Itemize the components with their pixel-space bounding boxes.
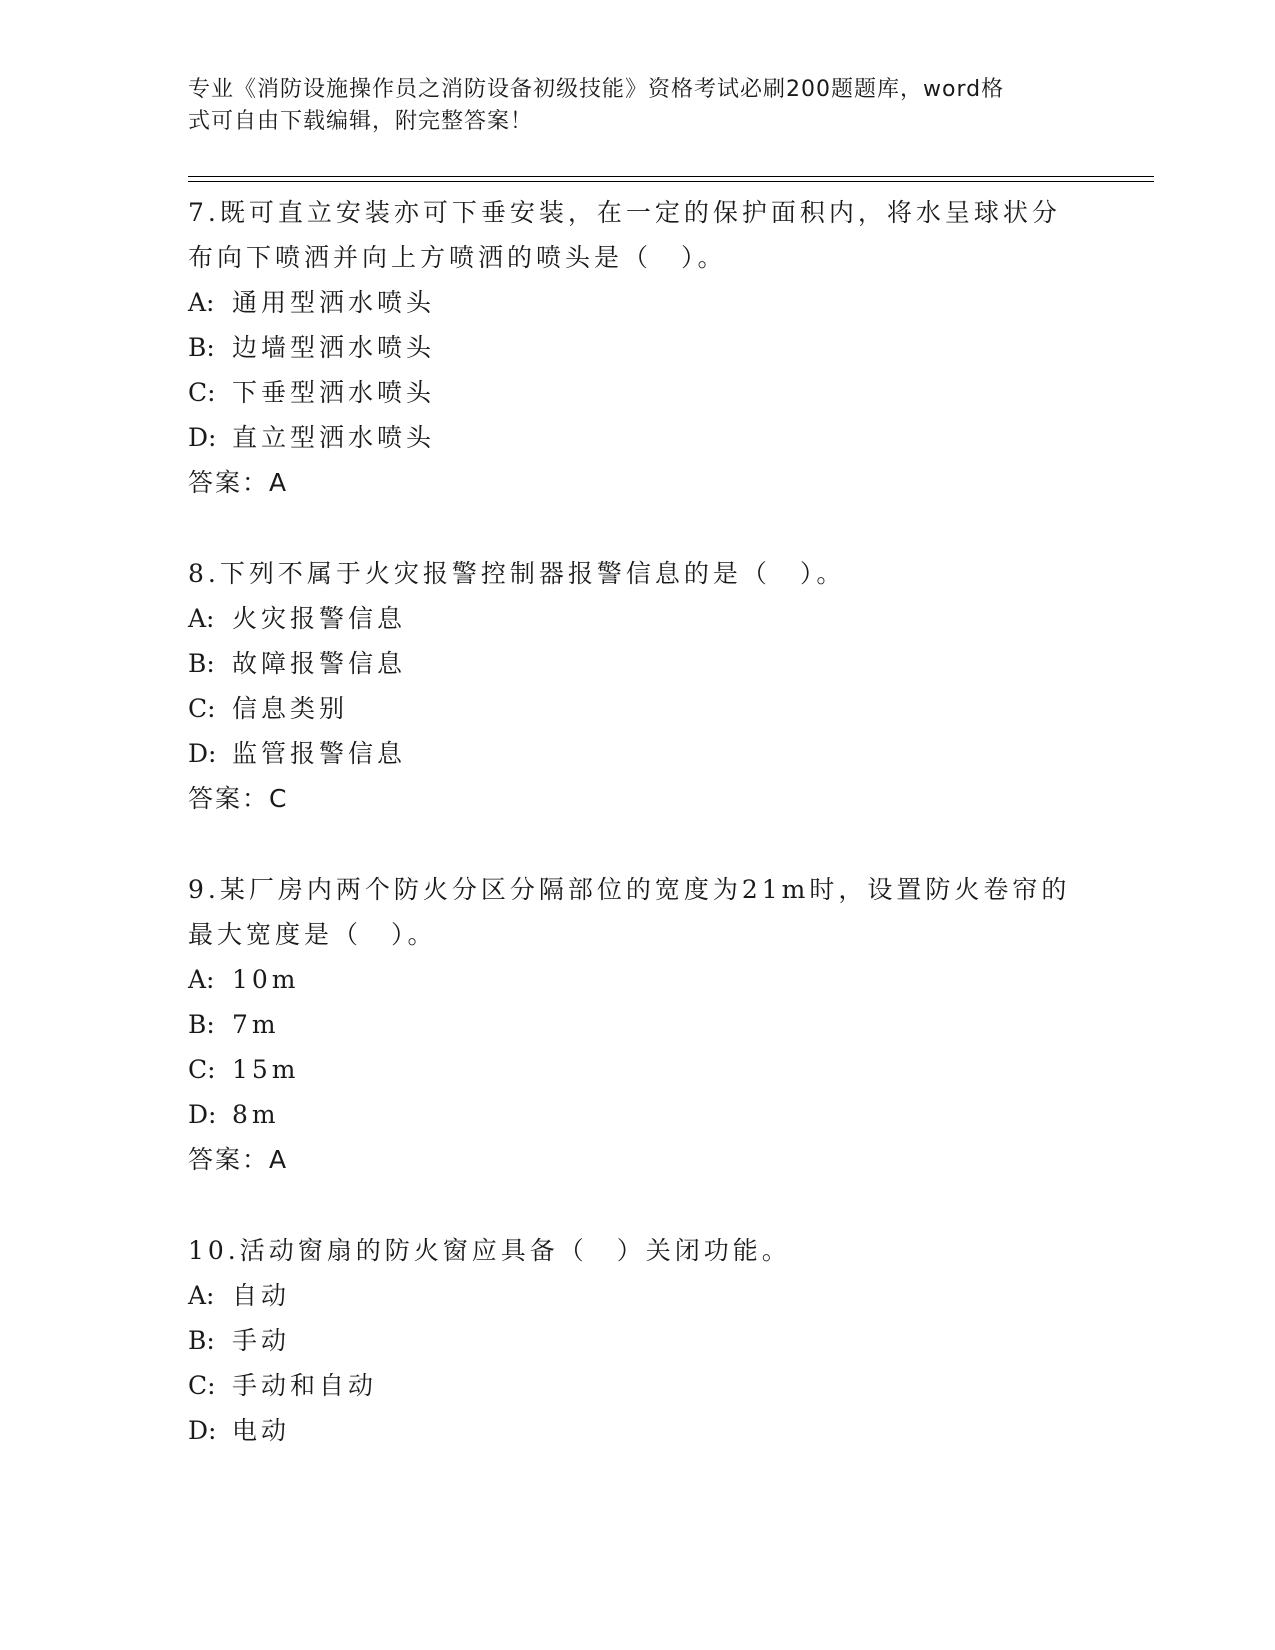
question-stem-line: 布向下喷洒并向上方喷洒的喷头是（ ）。 bbox=[188, 243, 727, 272]
option-letter: D: bbox=[188, 1416, 217, 1445]
option-d bbox=[188, 1408, 1088, 1453]
answer-label: 答案： bbox=[188, 1145, 270, 1174]
option-text: 7m bbox=[232, 1010, 280, 1039]
option-text: 直立型洒水喷头 bbox=[232, 423, 436, 452]
option-letter: A: bbox=[188, 288, 215, 317]
option-text: 通用型洒水喷头 bbox=[232, 288, 436, 317]
option-letter: B: bbox=[188, 333, 215, 362]
option-d bbox=[188, 1092, 1088, 1137]
option-text: 监管报警信息 bbox=[232, 739, 407, 768]
option-text: 故障报警信息 bbox=[232, 649, 407, 678]
answer-label: 答案： bbox=[188, 468, 270, 497]
option-text: 信息类别 bbox=[232, 694, 349, 723]
option-c bbox=[188, 1047, 1088, 1092]
document-header bbox=[188, 74, 1088, 138]
option-letter: C: bbox=[188, 1055, 216, 1084]
option-text: 8m bbox=[232, 1100, 280, 1129]
option-text: 火灾报警信息 bbox=[232, 604, 407, 633]
question-stem-line: 9.某厂房内两个防火分区分隔部位的宽度为21m时，设置防火卷帘的 bbox=[188, 875, 1071, 904]
option-b bbox=[188, 1002, 1088, 1047]
option-text: 电动 bbox=[232, 1416, 291, 1445]
option-b bbox=[188, 641, 1088, 686]
answer-value: A bbox=[269, 468, 287, 497]
option-a bbox=[188, 280, 1088, 325]
answer-line bbox=[188, 1137, 1088, 1182]
question-9 bbox=[188, 867, 1088, 1182]
header-divider-bottom bbox=[188, 181, 1154, 182]
option-letter: B: bbox=[188, 649, 215, 678]
option-letter: D: bbox=[188, 739, 217, 768]
option-letter: A: bbox=[188, 965, 215, 994]
option-c bbox=[188, 370, 1088, 415]
option-text: 15m bbox=[232, 1055, 300, 1084]
option-b bbox=[188, 325, 1088, 370]
option-text: 自动 bbox=[232, 1281, 291, 1310]
option-b bbox=[188, 1318, 1088, 1363]
option-c bbox=[188, 1363, 1088, 1408]
option-letter: C: bbox=[188, 694, 216, 723]
option-a bbox=[188, 596, 1088, 641]
option-text: 手动 bbox=[232, 1326, 291, 1355]
answer-value: C bbox=[269, 784, 287, 813]
option-letter: D: bbox=[188, 423, 217, 452]
option-d bbox=[188, 731, 1088, 776]
question-stem-line: 最大宽度是（ ）。 bbox=[188, 920, 437, 949]
option-a bbox=[188, 1273, 1088, 1318]
question-10 bbox=[188, 1228, 1088, 1453]
header-divider-top bbox=[188, 176, 1154, 177]
answer-label: 答案： bbox=[188, 784, 270, 813]
option-text: 下垂型洒水喷头 bbox=[232, 378, 436, 407]
question-8 bbox=[188, 551, 1088, 821]
option-text: 手动和自动 bbox=[232, 1371, 378, 1400]
option-text: 10m bbox=[232, 965, 300, 994]
question-stem-line: 7.既可直立安装亦可下垂安装，在一定的保护面积内，将水呈球状分 bbox=[188, 198, 1061, 227]
option-text: 边墙型洒水喷头 bbox=[232, 333, 436, 362]
option-d bbox=[188, 415, 1088, 460]
answer-line bbox=[188, 776, 1088, 821]
option-letter: B: bbox=[188, 1010, 215, 1039]
option-a bbox=[188, 957, 1088, 1002]
question-list bbox=[188, 190, 1088, 1453]
option-letter: D: bbox=[188, 1100, 217, 1129]
option-letter: B: bbox=[188, 1326, 215, 1355]
answer-value: A bbox=[269, 1145, 287, 1174]
question-stem-line: 8.下列不属于火灾报警控制器报警信息的是（ ）。 bbox=[188, 559, 846, 588]
option-letter: A: bbox=[188, 1281, 215, 1310]
option-c bbox=[188, 686, 1088, 731]
header-line-1: 专业《消防设施操作员之消防设备初级技能》资格考试必刷200题题库，word格 bbox=[188, 77, 1005, 102]
question-7 bbox=[188, 190, 1088, 505]
option-letter: A: bbox=[188, 604, 215, 633]
answer-line bbox=[188, 460, 1088, 505]
option-letter: C: bbox=[188, 378, 216, 407]
header-line-2: 式可自由下载编辑，附完整答案！ bbox=[188, 109, 534, 134]
question-stem-line: 10.活动窗扇的防火窗应具备（ ）关闭功能。 bbox=[188, 1236, 791, 1265]
option-letter: C: bbox=[188, 1371, 216, 1400]
